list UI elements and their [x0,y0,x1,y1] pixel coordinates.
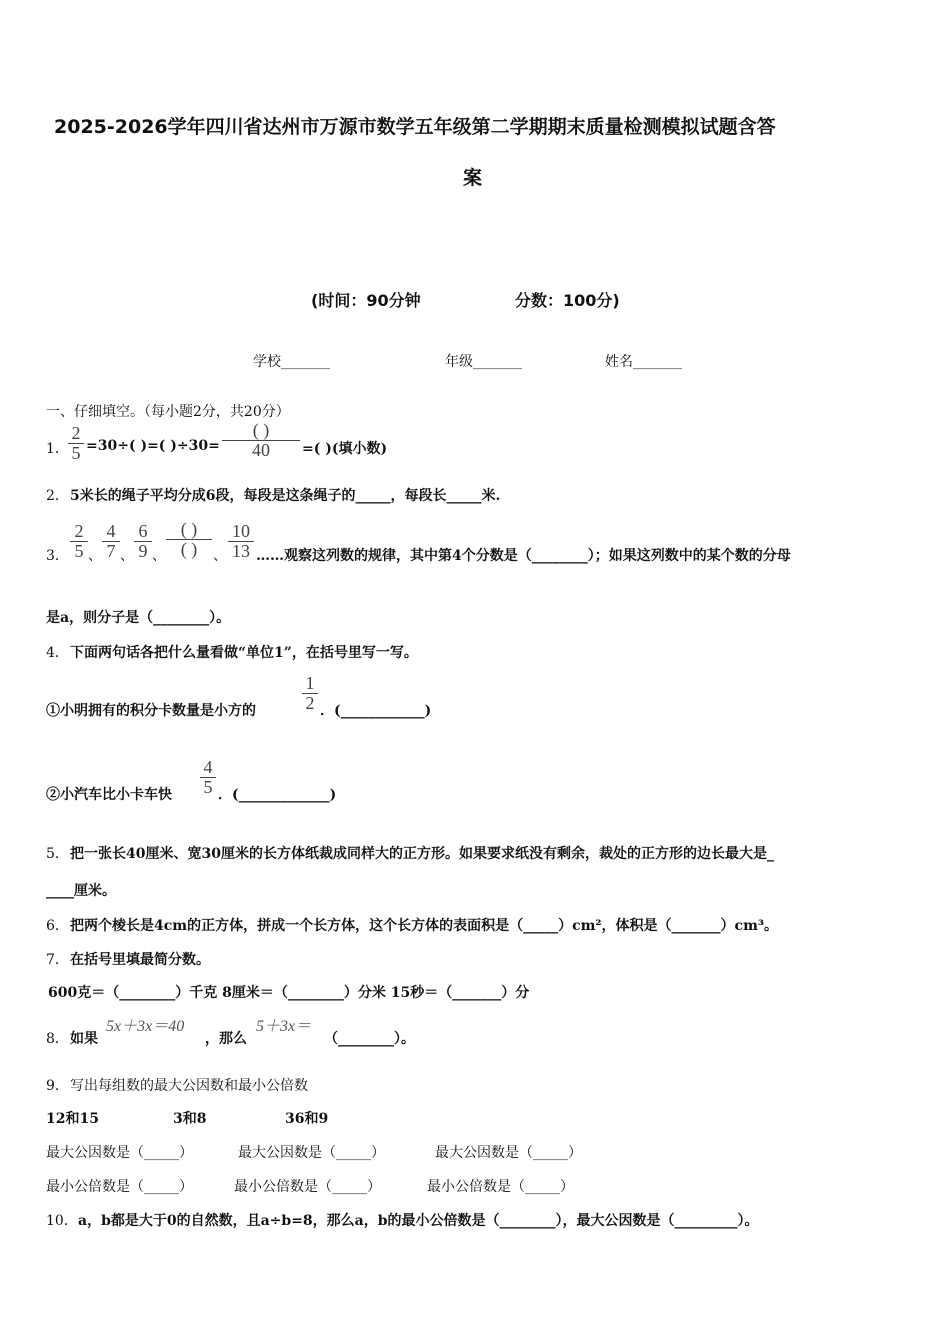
fraction [70,522,88,561]
denominator: 5 [200,777,216,797]
numerator: 10 [232,521,250,541]
expression: 5＋3x＝ [256,1018,312,1035]
question-number: 2． [46,488,69,504]
name-field: 姓名_______ [605,354,682,370]
q8-prefix: 如果 [70,1031,98,1047]
question-text: ……观察这列数的规律，其中第4个分数是（________）；如果这列数中的某个数的分母 [256,548,791,564]
fraction [222,421,300,460]
numerator: 2 [71,423,81,443]
denominator: 13 [228,541,254,561]
gcd-blank: 最大公因数是（_____） [435,1145,582,1161]
gcd-blank: 最大公因数是（_____） [46,1145,193,1161]
fraction [102,522,120,561]
question-text: a，b都是大于0的自然数，且a÷b=8，那么a，b的最小公倍数是（________），最大公因数是（_________）。 [78,1213,759,1229]
denominator: 5 [70,541,88,561]
question-number: 3． [46,548,69,564]
question-number: 1． [46,441,69,457]
q1-tail-text: =( )(填小数) [302,441,388,457]
denominator: 40 [222,440,300,460]
question-text: 把两个棱长是4cm的正方体，拼成一个长方体，这个长方体的表面积是（_____）cm²，体积是（_______）cm³。 [70,918,779,934]
fraction [68,424,84,463]
numerator: ( ) [252,420,270,440]
numerator: 6 [138,521,148,541]
question-number: 8． [46,1031,69,1047]
question-text-line2: 是a，则分子是（________）。 [46,610,231,626]
numerator: 4 [106,521,116,541]
separator: 、 [88,548,102,564]
exam-time: (时间：90分钟 [311,291,421,310]
lcm-blank: 最小公倍数是（_____） [234,1179,381,1195]
question-number: 5． [46,846,69,862]
question-text-line2: 600克＝（________）千克 8厘米＝（________）分米 15秒＝（_______）分 [48,985,530,1001]
equation: 5x＋3x＝40 [106,1018,185,1035]
question-text: 5米长的绳子平均分成6段，每段是这条绳子的_____，每段长_____米. [70,488,501,504]
fraction [134,522,152,561]
numerator: ( ) [180,519,198,539]
lcm-blank: 最小公倍数是（_____） [46,1179,193,1195]
answer-blank: ．(____________) [320,703,432,719]
answer-blank: ．(_____________) [218,787,337,803]
denominator: 7 [102,541,120,561]
question-text: 下面两句话各把什么量看做“单位1”，在括号里写一写。 [70,645,418,661]
exam-score: 分数：100分) [515,291,620,310]
numerator: 2 [74,521,84,541]
numerator: 1 [305,673,315,693]
question-number: 6． [46,918,69,934]
gcd-blank: 最大公因数是（_____） [238,1145,385,1161]
school-field: 学校_______ [253,354,330,370]
separator: 、 [213,548,227,564]
q1-middle-text: =30÷( )=( )÷30= [86,438,220,454]
number-group: 3和8 [173,1111,207,1127]
fraction [166,520,212,559]
fraction [302,674,318,713]
question-text: 把一张长40厘米、宽30厘米的长方体纸裁成同样大的正方形。如果要求纸没有剩余，裁处的正方形的边长最大是_ [70,846,774,862]
question-number: 10． [46,1213,78,1229]
grade-field: 年级_______ [445,354,522,370]
fraction [228,522,254,561]
question-number: 7． [46,952,69,968]
page-title-line2: 案 [463,167,483,189]
number-group: 36和9 [285,1111,329,1127]
numerator: 4 [203,757,213,777]
fraction [200,758,216,797]
denominator: 2 [302,693,318,713]
question-number: 9． [46,1078,69,1094]
lcm-blank: 最小公倍数是（_____） [427,1179,574,1195]
denominator: 5 [68,443,84,463]
page-title-line1: 2025-2026学年四川省达州市万源市数学五年级第二学期期末质量检测模拟试题含答 [54,116,776,138]
q8-middle: ，那么 [205,1031,247,1047]
question-text-line2: ____厘米。 [46,883,116,899]
section-heading: 一、仔细填空。（每小题2分，共20分） [46,404,290,420]
sub-question-1: ①小明拥有的积分卡数量是小方的 [46,703,256,719]
number-group: 12和15 [46,1111,99,1127]
denominator: 9 [134,541,152,561]
question-text: 写出每组数的最大公因数和最小公倍数 [70,1078,308,1094]
denominator: ( ) [166,539,212,559]
question-number: 4． [46,645,69,661]
question-text: 在括号里填最简分数。 [70,952,210,968]
separator: 、 [120,548,134,564]
separator: 、 [152,548,166,564]
answer-blank: （________）。 [324,1031,415,1047]
sub-question-2: ②小汽车比小卡车快 [46,787,172,803]
